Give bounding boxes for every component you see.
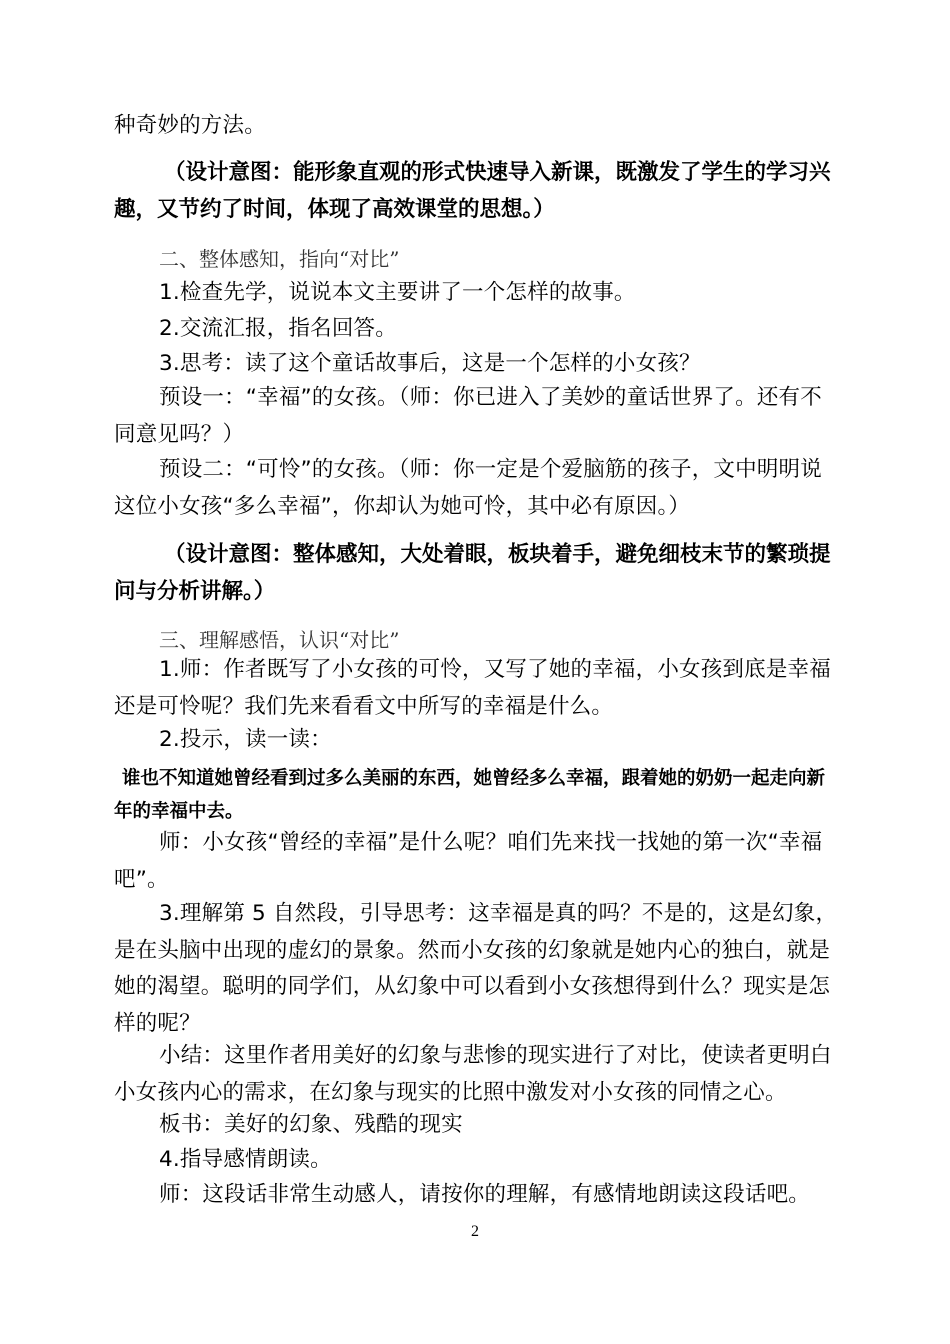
preset-1: 预设一：“幸福”的女孩。（师：你已进入了美妙的童话世界了。还有不同意见吗？） bbox=[114, 385, 822, 447]
section-heading-3: 三、理解感悟，认识“对比” bbox=[159, 628, 400, 652]
design-intent-1: （设计意图：能形象直观的形式快速导入新课，既激发了学生的学习兴趣，又节约了时间，体现了高效课堂的思想。） bbox=[114, 160, 831, 222]
step-3-2: 2.投示，读一读： bbox=[159, 727, 332, 752]
preset-2: 预设二：“可怜”的女孩。（师：你一定是个爱脑筋的孩子，文中明明说这位小女孩“多么幸福”，你却认为她可怜，其中必有原因。） bbox=[114, 457, 822, 519]
design-intent-2: （设计意图：整体感知，大处着眼，板块着手，避免细枝末节的繁琐提问与分析讲解。） bbox=[114, 542, 831, 604]
summary: 小结：这里作者用美好的幻象与悲惨的现实进行了对比，使读者更明白小女孩内心的需求，在幻象与现实的比照中激发对小女孩的同情之心。 bbox=[114, 1043, 832, 1105]
step-3-4: 4.指导感情朗读。 bbox=[159, 1147, 332, 1172]
paragraph-intro-end: 种奇妙的方法。 bbox=[114, 113, 266, 138]
teacher-prompt: 师：小女孩“曾经的幸福”是什么呢？咱们先来找一找她的第一次“幸福吧”。 bbox=[114, 830, 823, 892]
step-3-1: 1.师：作者既写了小女孩的可怜，又写了她的幸福，小女孩到底是幸福还是可怜呢？我们先来看看文中所写的幸福是什么。 bbox=[114, 657, 831, 719]
teacher-reading-prompt: 师：这段话非常生动感人，请按你的理解，有感情地朗读这段话吧。 bbox=[159, 1182, 811, 1207]
section-heading-2: 二、整体感知，指向“对比” bbox=[159, 247, 400, 271]
quoted-passage: 谁也不知道她曾经看到过多么美丽的东西，她曾经多么幸福，跟着她的奶奶一起走向新年的幸福中去。 bbox=[114, 768, 826, 822]
step-2-3: 3.思考：读了这个童话故事后，这是一个怎样的小女孩？ bbox=[159, 351, 701, 376]
step-3-3: 3.理解第 5 自然段，引导思考：这幸福是真的吗？不是的，这是幻象，是在头脑中出现的虚幻的景象。然而小女孩的幻象就是她内心的独白，就是她的渴望。聪明的同学们，从幻象中可以看到小女孩想得到什么？现实是怎样的呢？ bbox=[114, 901, 838, 1036]
blackboard-note: 板书：美好的幻象、残酷的现实 bbox=[159, 1112, 463, 1137]
step-2-2: 2.交流汇报，指名回答。 bbox=[159, 316, 397, 341]
page-number: 2 bbox=[471, 1223, 479, 1240]
step-2-1: 1.检查先学，说说本文主要讲了一个怎样的故事。 bbox=[159, 280, 636, 305]
